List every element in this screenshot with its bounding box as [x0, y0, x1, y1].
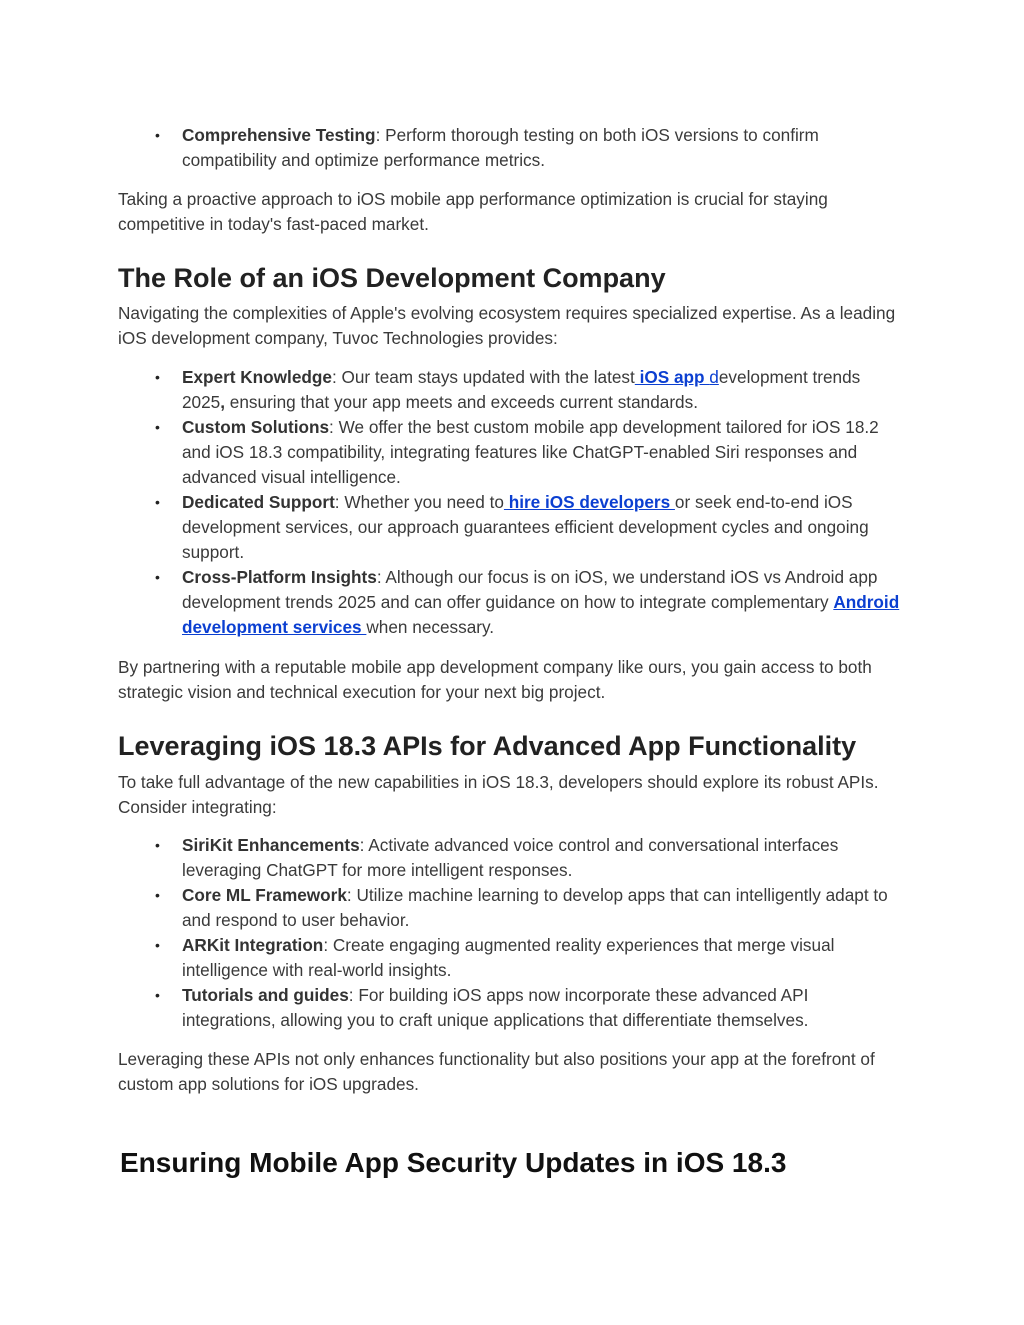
list-item-text: : Perform thorough testing on both iOS versions to confirm compatibility and optimize performance metrics.: [182, 125, 819, 170]
list-item: [0, 933, 902, 983]
list-item-term: ARKit Integration: [182, 935, 324, 955]
role-closing-paragraph: By partnering with a reputable mobile app development company like ours, you gain access to both strategic vision and technical execution for your next big project.: [118, 657, 872, 702]
list-item-term: Comprehensive Testing: [182, 125, 376, 145]
list-item-text: : Activate advanced voice control and conversational interfaces leveraging ChatGPT for more intelligent responses.: [182, 835, 839, 880]
bullet-icon: •: [155, 887, 160, 903]
list-item-term: SiriKit Enhancements: [182, 835, 360, 855]
section-heading-role: The Role of an iOS Development Company: [118, 263, 666, 293]
bullet-icon: •: [155, 837, 160, 853]
intro-closing-paragraph: Taking a proactive approach to iOS mobile app performance optimization is crucial for staying competitive in today's fast-paced market.: [118, 189, 828, 234]
section-heading-security: Ensuring Mobile App Security Updates in iOS 18.3: [120, 1147, 787, 1178]
list-item: [0, 983, 902, 1033]
role-intro-paragraph: Navigating the complexities of Apple's evolving ecosystem requires specialized expertise. As a leading iOS development company, Tuvoc Technologies provides:: [118, 303, 896, 348]
ios-app-link-tail[interactable]: d: [709, 367, 719, 387]
bullet-icon: •: [155, 569, 160, 585]
list-item-text: : Create engaging augmented reality experiences that merge visual intelligence with real-world insights.: [182, 935, 835, 980]
hire-ios-developers-link[interactable]: hire iOS developers: [503, 492, 675, 512]
list-item: [0, 833, 902, 883]
list-item-term: Dedicated Support: [182, 492, 335, 512]
bullet-icon: •: [155, 987, 160, 1003]
list-item: [0, 415, 902, 490]
list-item-text: : We offer the best custom mobile app development tailored for iOS 18.2 and iOS 18.3 compatibility, integrating features like ChatGPT-enabled Siri responses and advanced visual intelligence.: [182, 417, 879, 487]
apis-list: [0, 833, 1024, 1033]
bullet-icon: •: [155, 494, 160, 510]
list-item: [0, 490, 902, 565]
list-item: [0, 123, 902, 173]
list-item-term: Cross-Platform Insights: [182, 567, 377, 587]
ios-app-link[interactable]: iOS app: [634, 367, 710, 387]
list-item-term: Custom Solutions: [182, 417, 330, 437]
list-item: [0, 365, 902, 415]
testing-list: [0, 123, 1024, 173]
bullet-icon: •: [155, 937, 160, 953]
list-item-term: Core ML Framework: [182, 885, 347, 905]
list-item-text: : Whether you need to: [334, 492, 504, 512]
list-item-term: Tutorials and guides: [182, 985, 349, 1005]
bullet-icon: •: [155, 419, 160, 435]
list-item-text: : Utilize machine learning to develop apps that can intelligently adapt to and respond to user behavior.: [182, 885, 888, 930]
section-heading-apis: Leveraging iOS 18.3 APIs for Advanced App Functionality: [118, 731, 857, 761]
role-list: [0, 365, 1024, 640]
bullet-icon: •: [155, 369, 160, 385]
android-development-services-link[interactable]: Android development services: [182, 592, 900, 637]
list-item-text: when necessary.: [366, 617, 495, 637]
list-item: [0, 883, 902, 933]
list-item-text: ensuring that your app meets and exceeds current standards.: [225, 392, 698, 412]
list-item-text: : For building iOS apps now incorporate these advanced API integrations, allowing you to craft unique applications that differentiate themselves.: [182, 985, 809, 1030]
apis-closing-paragraph: Leveraging these APIs not only enhances functionality but also positions your app at the forefront of custom app solutions for iOS upgrades.: [118, 1049, 875, 1094]
list-item-text: or seek end-to-end iOS development services, our approach guarantees efficient development cycles and ongoing support.: [182, 492, 869, 562]
list-item-text: : Although our focus is on iOS, we understand iOS vs Android app development trends 2025 and can offer guidance on how to integrate complementary: [182, 567, 878, 612]
list-item-term: Expert Knowledge: [182, 367, 332, 387]
list-item-text: evelopment trends 2025: [182, 367, 861, 412]
list-item-text: : Our team stays updated with the latest: [331, 367, 635, 387]
list-item-comma: ,: [220, 392, 226, 412]
list-item: [0, 565, 902, 640]
bullet-icon: •: [155, 127, 160, 143]
apis-intro-paragraph: To take full advantage of the new capabilities in iOS 18.3, developers should explore its robust APIs. Consider integrating:: [118, 772, 879, 817]
